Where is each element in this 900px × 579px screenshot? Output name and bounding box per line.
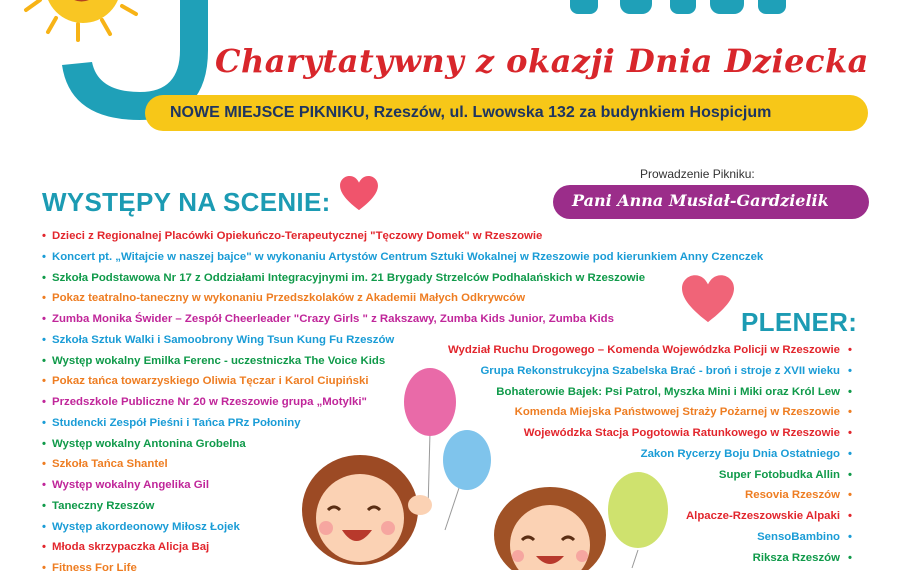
stage-item bbox=[42, 226, 763, 247]
bullet-dot-icon: • bbox=[42, 396, 46, 408]
bullet-dot-icon: • bbox=[42, 250, 46, 263]
stage-heading: WYSTĘPY NA SCENIE: bbox=[42, 187, 331, 217]
bullet-dot-icon: • bbox=[42, 458, 46, 471]
stage-item-text: Fitness For Life bbox=[52, 562, 137, 574]
stage-item-text: Występ wokalny Angelika Gil bbox=[52, 479, 209, 491]
bullet-dot-icon: • bbox=[42, 562, 46, 574]
bullet-dot-icon: • bbox=[42, 271, 46, 284]
host-label: Prowadzenie Pikniku: bbox=[640, 167, 755, 181]
bullet-dot-icon: • bbox=[848, 510, 852, 522]
plener-item-text: SensoBambino bbox=[757, 530, 840, 543]
host-name: Pani Anna Musiał-Gardzielik bbox=[572, 191, 829, 210]
plener-item-text: Wojewódzka Stacja Pogotowia Ratunkowego w Rzeszowie bbox=[523, 427, 840, 439]
bullet-dot-icon: • bbox=[42, 499, 46, 512]
bullet-dot-icon: • bbox=[848, 406, 852, 419]
bullet-dot-icon: • bbox=[848, 551, 852, 564]
stage-item-text: Pokaz tańca towarzyskiego Oliwia Tęczar i Karol Ciupiński bbox=[52, 375, 369, 388]
event-subtitle: Charytatywny z okazji Dnia Dziecka bbox=[215, 42, 869, 80]
bullet-dot-icon: • bbox=[848, 385, 852, 398]
plener-heading: PLENER: bbox=[741, 307, 858, 337]
bullet-dot-icon: • bbox=[42, 520, 46, 533]
bullet-dot-icon: • bbox=[42, 292, 46, 305]
heart-icon bbox=[682, 275, 734, 325]
plener-item-text: Komenda Miejska Państwowej Straży Pożarnej w Rzeszowie bbox=[514, 406, 840, 419]
bullet-dot-icon: • bbox=[42, 541, 46, 554]
plener-item-text: Resovia Rzeszów bbox=[745, 489, 840, 502]
stage-item bbox=[42, 268, 763, 289]
stage-item bbox=[42, 309, 763, 330]
heart-icon bbox=[340, 176, 378, 212]
bullet-dot-icon: • bbox=[42, 354, 46, 367]
bullet-dot-icon: • bbox=[848, 489, 852, 502]
location-text: NOWE MIEJSCE PIKNIKU, Rzeszów, ul. Lwowska 132 za budynkiem Hospicjum bbox=[170, 104, 772, 121]
stage-item-text: Szkoła Tańca Shantel bbox=[52, 458, 168, 471]
stage-item-text: Szkoła Podstawowa Nr 17 z Oddziałami Integracyjnymi im. 21 Brygady Strzelców Podhalańskich w Rzeszowie bbox=[52, 271, 646, 284]
stage-item-text: Występ akordeonowy Miłosz Łojek bbox=[52, 520, 240, 533]
stage-item-text: Koncert pt. „Witajcie w naszej bajce" w wykonaniu Artystów Centrum Sztuki Wokalnej w Rzeszowie pod kierunkiem Anny Czenczek bbox=[52, 250, 764, 263]
bullet-dot-icon: • bbox=[42, 230, 46, 242]
stage-item-text: Występ wokalny Antonina Grobelna bbox=[52, 437, 246, 450]
bullet-dot-icon: • bbox=[42, 333, 46, 346]
bullet-dot-icon: • bbox=[848, 364, 852, 377]
bullet-dot-icon: • bbox=[42, 437, 46, 450]
stage-item-text: Pokaz teatralno-taneczny w wykonaniu Przedszkolaków z Akademii Małych Odkrywców bbox=[52, 292, 526, 305]
plener-item-text: Wydział Ruchu Drogowego – Komenda Wojewódzka Policji w Rzeszowie bbox=[448, 344, 840, 356]
bullet-dot-icon: • bbox=[848, 447, 852, 460]
stage-item-text: Przedszkole Publiczne Nr 20 w Rzeszowie grupa „Motylki" bbox=[52, 396, 367, 408]
stage-item-text: Szkoła Sztuk Walki i Samoobrony Wing Tsun Kung Fu Rzeszów bbox=[52, 333, 395, 346]
plener-item-text: Super Fotobudka Allin bbox=[718, 468, 840, 481]
stage-item-text: Dzieci z Regionalnej Placówki Opiekuńczo-Terapeutycznej "Tęczowy Domek" w Rzeszowie bbox=[52, 230, 543, 242]
bullet-dot-icon: • bbox=[42, 416, 46, 429]
stage-item-text: Taneczny Rzeszów bbox=[52, 499, 155, 512]
title-lettering bbox=[150, 0, 850, 20]
children-balloons-illustration bbox=[260, 360, 680, 570]
plener-item-text: Grupa Rekonstrukcyjna Szabelska Brać - broń i stroje z XVII wieku bbox=[480, 364, 840, 377]
plener-item-text: Bohaterowie Bajek: Psi Patrol, Myszka Mini i Miki oraz Król Lew bbox=[496, 385, 840, 398]
bullet-dot-icon: • bbox=[848, 344, 852, 356]
plener-item-text: Zakon Rycerzy Boju Dnia Ostatniego bbox=[640, 447, 840, 460]
stage-item bbox=[42, 288, 763, 309]
bullet-dot-icon: • bbox=[848, 427, 852, 439]
bullet-dot-icon: • bbox=[42, 479, 46, 491]
stage-item-text: Zumba Monika Świder – Zespół Cheerleader "Crazy Girls " z Rakszawy, Zumba Kids Junior, Zumba Kids bbox=[52, 313, 614, 325]
bullet-dot-icon: • bbox=[42, 313, 46, 325]
bullet-dot-icon: • bbox=[42, 375, 46, 388]
plener-item bbox=[448, 340, 852, 361]
stage-item-text: Studencki Zespół Pieśni i Tańca PRz Połoniny bbox=[52, 416, 301, 429]
plener-item-text: Alpacze-Rzeszowskie Alpaki bbox=[685, 510, 840, 522]
bullet-dot-icon: • bbox=[848, 530, 852, 543]
stage-item bbox=[42, 247, 763, 268]
bullet-dot-icon: • bbox=[848, 468, 852, 481]
stage-item-text: Występ wokalny Emilka Ferenc - uczestniczka The Voice Kids bbox=[52, 354, 386, 367]
plener-item-text: Riksza Rzeszów bbox=[752, 551, 840, 564]
stage-item-text: Młoda skrzypaczka Alicja Baj bbox=[52, 541, 210, 554]
